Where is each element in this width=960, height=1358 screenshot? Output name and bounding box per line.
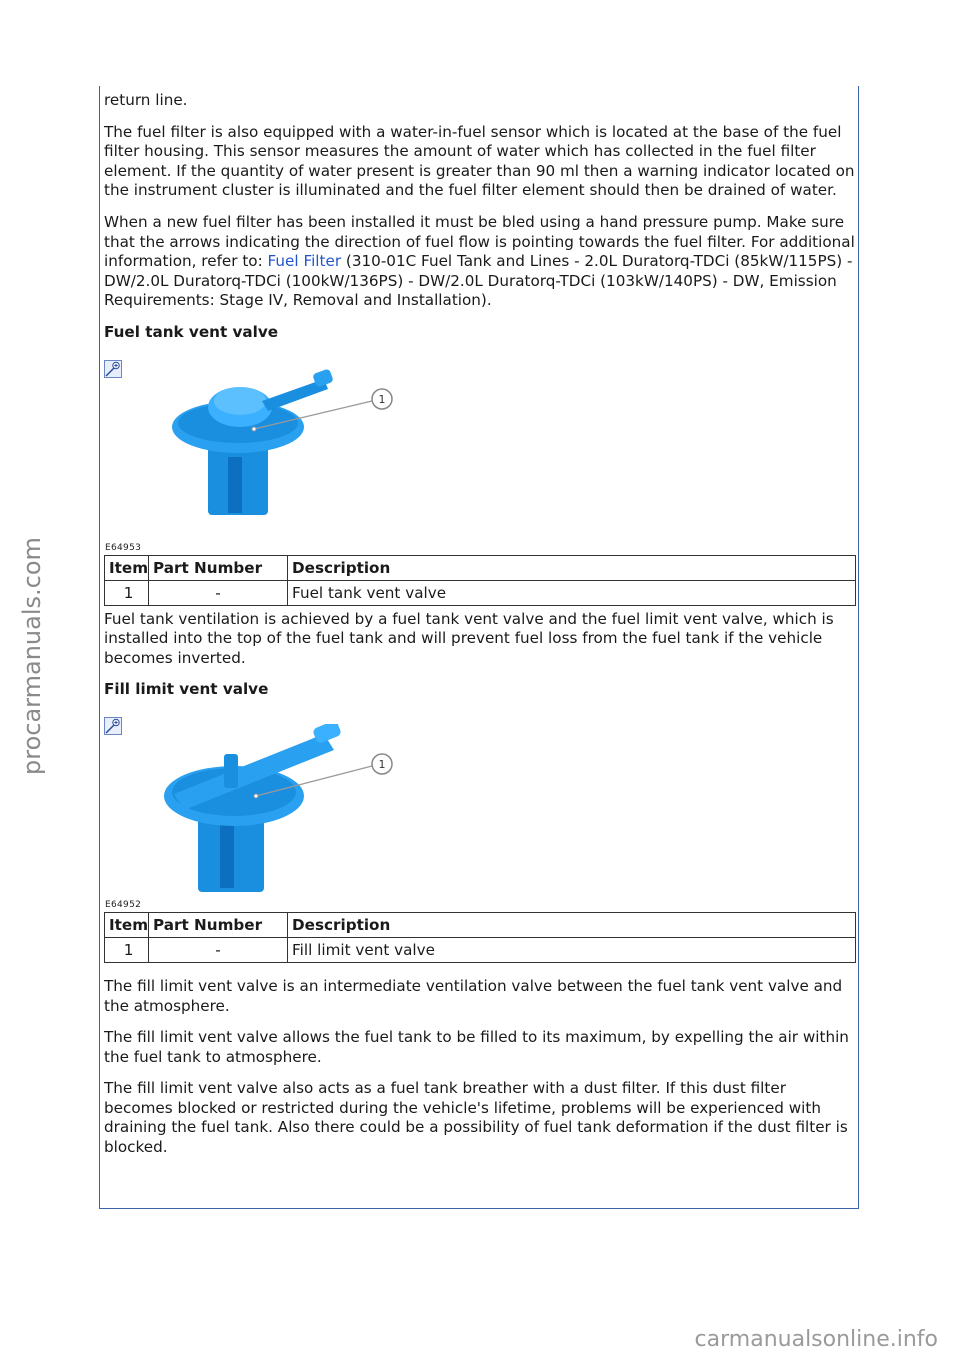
heading-fill-limit-vent-valve: Fill limit vent valve (104, 680, 269, 699)
figure-code: E64952 (105, 899, 142, 910)
paragraph-ventilation: Fuel tank ventilation is achieved by a fuel tank vent valve and the fuel limit vent valve, which is installed into the top of the fuel tank and will prevent fuel loss from the fuel tank if the vehicle becomes inverted. (104, 609, 834, 667)
cell-item: 1 (105, 937, 149, 962)
cell-description: Fill limit vent valve (288, 937, 856, 962)
header-description: Description (288, 555, 856, 580)
header-part-number: Part Number (149, 912, 288, 937)
document-body (104, 91, 856, 1170)
footer-watermark: carmanualsonline.info (694, 1327, 938, 1352)
table-header-row (105, 912, 856, 937)
parts-table-vent-valve (104, 555, 856, 606)
header-item: Item (105, 912, 149, 937)
bleeding-text: When a new fuel filter has been installed it must be bled using a hand pressure pump. Make sure that the arrows indicating the direction of fuel flow is pointing towards the fuel filter. For additional information, refer to: (104, 212, 855, 271)
paragraph-return-line: return line. (104, 91, 188, 109)
figure-code: E64953 (105, 542, 142, 553)
table-header-row (105, 555, 856, 580)
fuel-filter-link[interactable]: Fuel Filter (267, 252, 342, 271)
fill-limit-vent-valve-illustration (164, 724, 404, 904)
figure-fill-limit-vent-valve (104, 712, 856, 912)
figure-fuel-tank-vent-valve (104, 355, 856, 555)
paragraph-intermediate: The fill limit vent valve is an intermediate ventilation valve between the fuel tank vent valve and the atmosphere. (104, 976, 843, 1015)
cell-part-number: - (149, 937, 288, 962)
paragraph-bleeding (104, 213, 856, 311)
fuel-tank-vent-valve-illustration (164, 367, 404, 527)
header-description: Description (288, 912, 856, 937)
cell-item: 1 (105, 580, 149, 605)
heading-fuel-tank-vent-valve: Fuel tank vent valve (104, 322, 279, 341)
zoom-icon[interactable] (104, 360, 122, 378)
paragraph-expelling-air: The fill limit vent valve allows the fuel tank to be filled to its maximum, by expelling the air within the fuel tank to atmosphere. (104, 1028, 849, 1066)
callout-1: 1 (378, 392, 386, 406)
table-row (105, 580, 856, 605)
callout-1: 1 (378, 757, 386, 771)
parts-table-fill-limit (104, 912, 856, 963)
bleeding-text-reference: (310-01C Fuel Tank and Lines - 2.0L Duratorq-TDCi (85kW/115PS) - DW/2.0L Duratorq-TDCi (100kW/136PS) - DW/2.0L Duratorq-TDCi (103kW/140PS) - DW, Emission Requirements: Stage IV, Removal and Installation). (104, 252, 853, 310)
header-part-number: Part Number (149, 555, 288, 580)
side-watermark: procarmanuals.com (18, 537, 46, 775)
zoom-icon[interactable] (104, 717, 122, 735)
table-row (105, 937, 856, 962)
cell-description: Fuel tank vent valve (288, 580, 856, 605)
header-item: Item (105, 555, 149, 580)
cell-part-number: - (149, 580, 288, 605)
paragraph-water-sensor: The fuel filter is also equipped with a water-in-fuel sensor which is located at the base of the fuel filter housing. This sensor measures the amount of water which has collected in the fuel filter element. If the quantity of water present is greater than 90 ml then a warning indicator located on the instrument cluster is illuminated and the fuel filter element should then be drained of water. (104, 122, 855, 200)
paragraph-dust-filter: The fill limit vent valve also acts as a fuel tank breather with a dust filter. If this dust filter becomes blocked or restricted during the vehicle's lifetime, problems will be experienced with draining the fuel tank. Also there could be a possibility of fuel tank deformation if the dust filter is blocked. (104, 1079, 848, 1157)
